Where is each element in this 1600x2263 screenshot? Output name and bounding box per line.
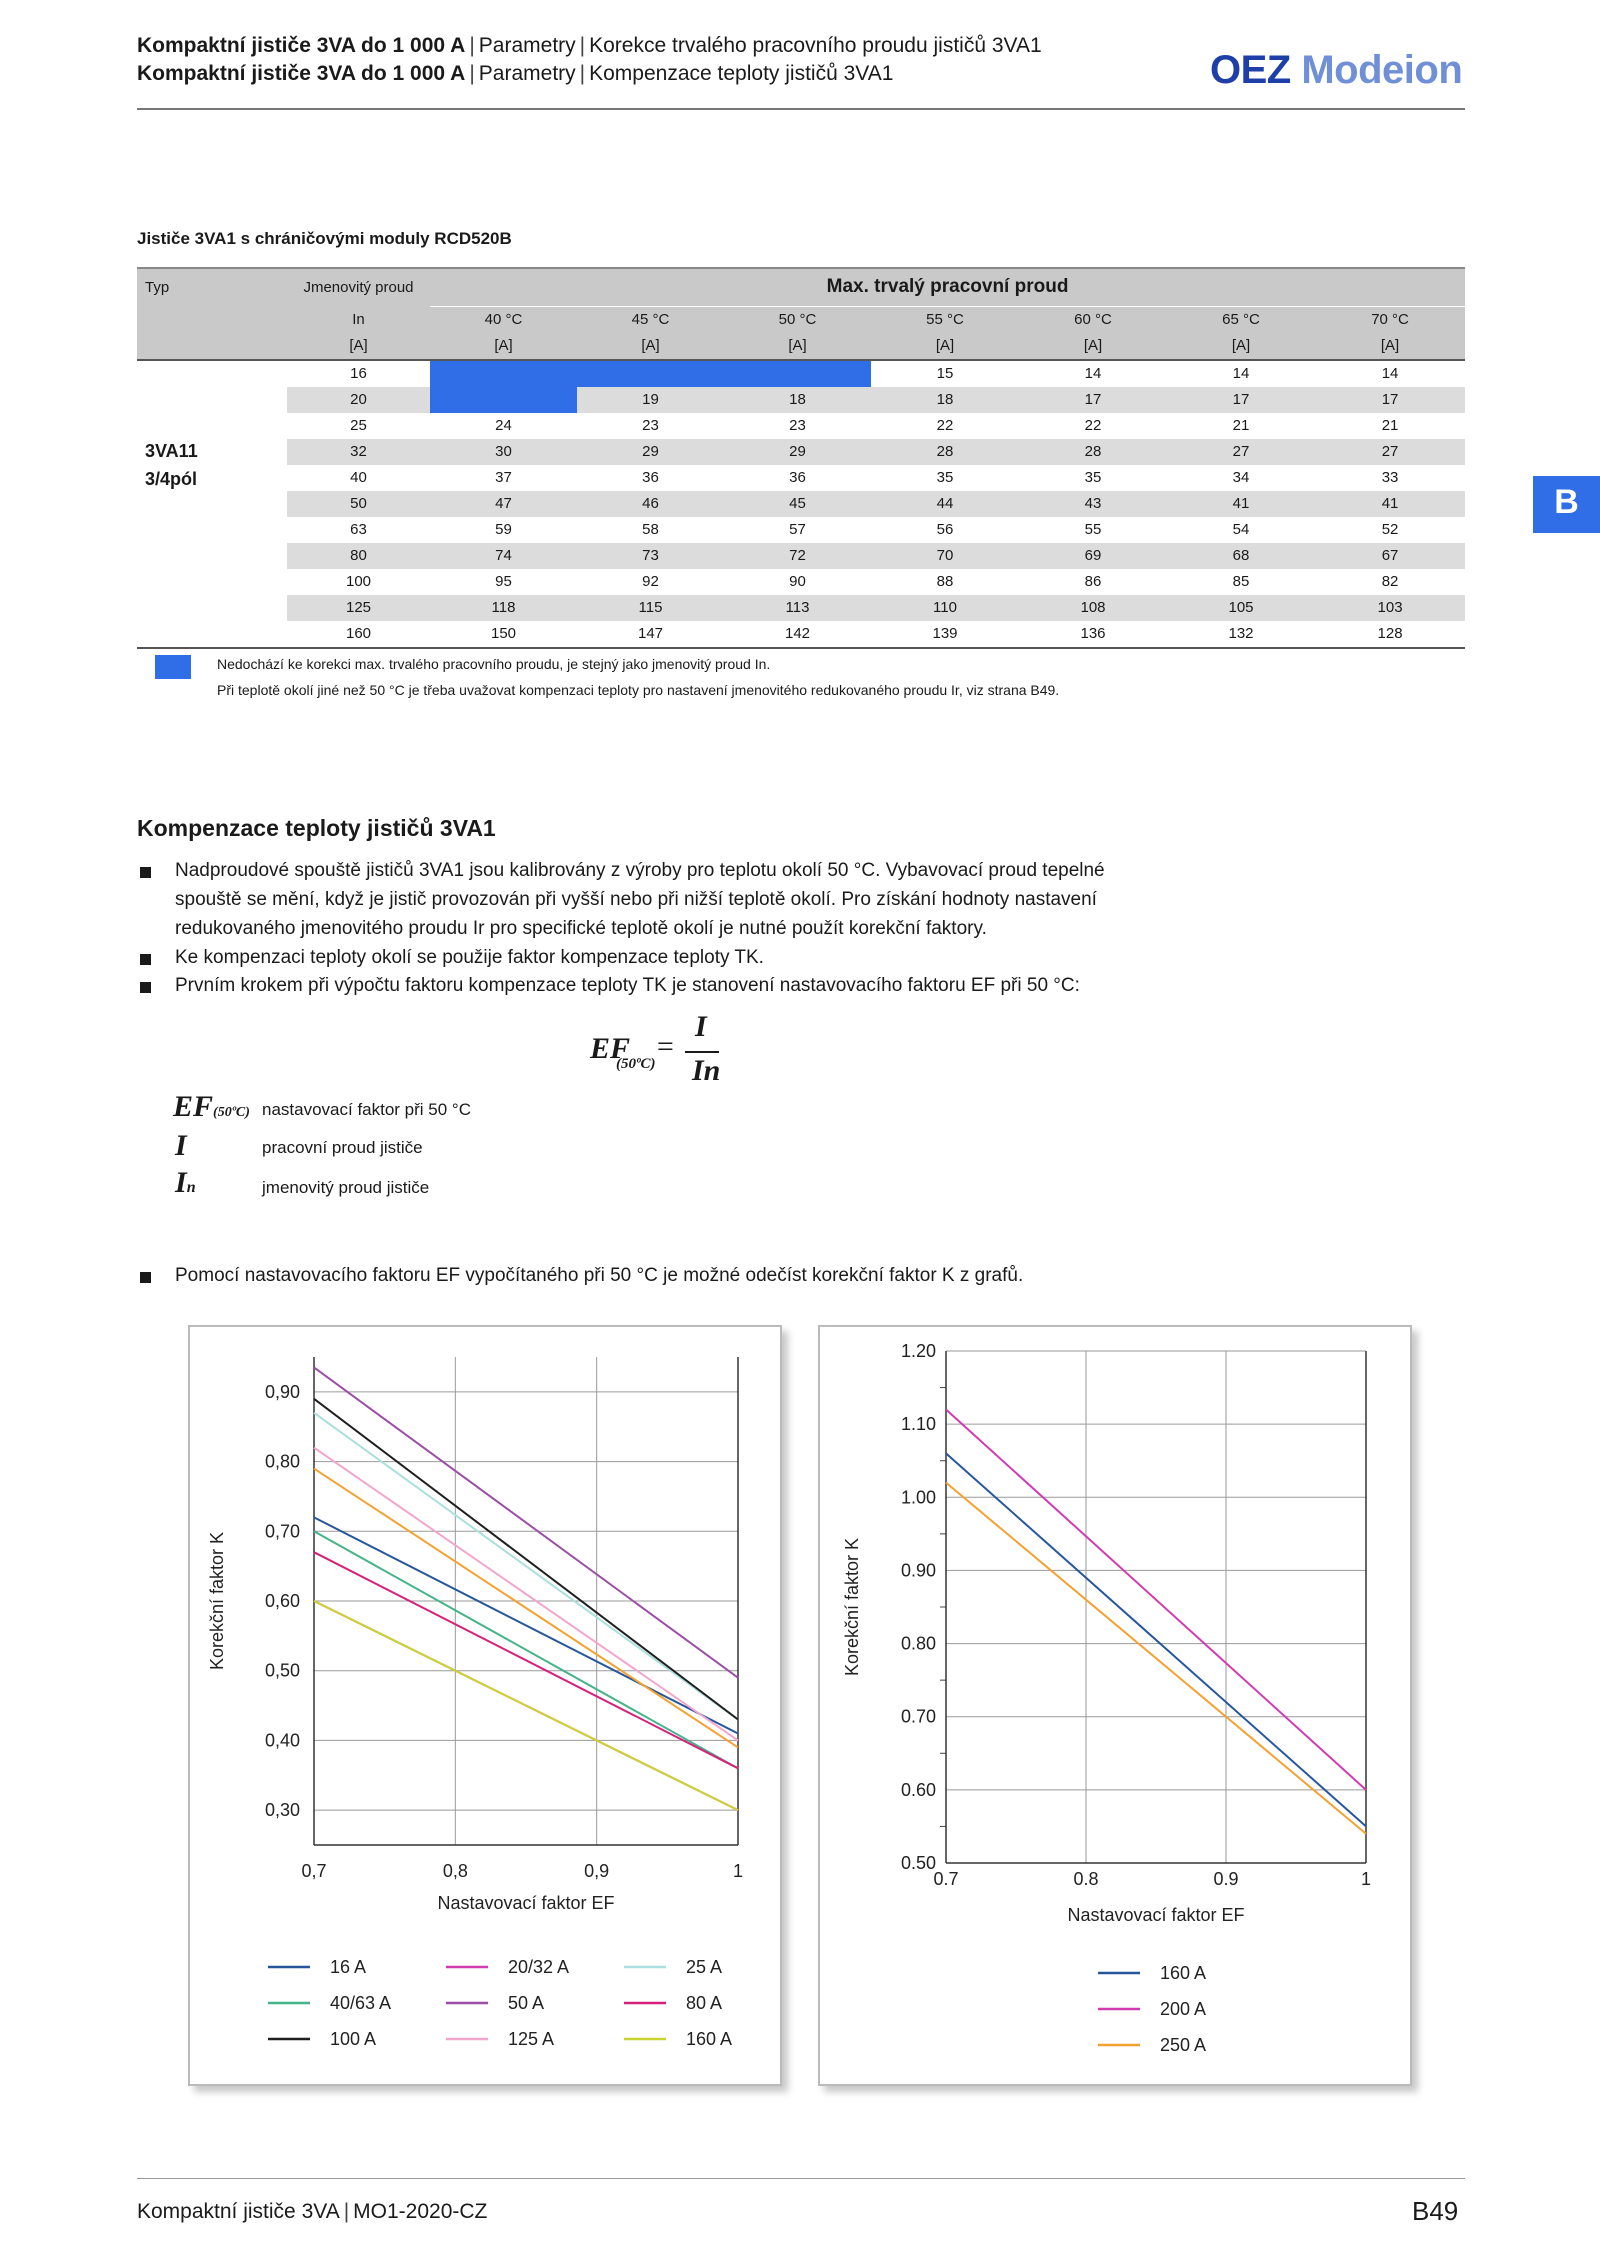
legend-label: 160 A bbox=[686, 2029, 733, 2049]
chart-box-2 bbox=[818, 1325, 1412, 2086]
cell-value: 41 bbox=[1315, 491, 1465, 517]
section-title: Kompenzace teploty jističů 3VA1 bbox=[137, 815, 496, 841]
bullet-icon bbox=[140, 867, 151, 878]
header-unit: [A] bbox=[1315, 333, 1465, 360]
header-temp: 55 °C bbox=[871, 306, 1019, 333]
paragraph-ef: Prvním krokem při výpočtu faktoru kompenzace teploty TK je stanovení nastavovacího faktoru EF při 50 °C: bbox=[175, 975, 1080, 996]
cell-value: 27 bbox=[1315, 439, 1465, 465]
correction-chart-2 bbox=[820, 1327, 1410, 2084]
table-row bbox=[137, 569, 1465, 595]
footer-divider bbox=[137, 2178, 1465, 2179]
cell-value: 92 bbox=[642, 573, 659, 590]
header-temp: 50 °C bbox=[724, 306, 871, 333]
text-line: spouště se mění, když je jistič provozován při vyšší nebo při nižší teplotě okolí. Pro získání hodnoty nastavení bbox=[175, 889, 1097, 910]
header-temp: 40 °C bbox=[430, 306, 577, 333]
table-row bbox=[137, 621, 1465, 648]
type-poles: 3/4pól bbox=[145, 469, 198, 489]
legend-label: 20/32 A bbox=[508, 1957, 570, 1977]
cell-rated-current: 32 bbox=[287, 439, 430, 465]
header-unit: [A] bbox=[287, 333, 430, 360]
cell-value: 136 bbox=[1019, 621, 1167, 648]
cell-value: 52 bbox=[1381, 521, 1399, 538]
x-tick-label: 0,7 bbox=[301, 1861, 327, 1881]
def-text-in: jmenovitý proud jističe bbox=[262, 1178, 430, 1197]
y-tick-label: 1.00 bbox=[900, 1487, 936, 1508]
cell-value: 22 bbox=[1084, 417, 1102, 434]
y-tick-label: 0,70 bbox=[264, 1521, 300, 1542]
formula-num: I bbox=[695, 1010, 707, 1043]
cell-value: 70 bbox=[871, 543, 1019, 569]
x-tick-label: 0.9 bbox=[1213, 1869, 1239, 1889]
y-axis-title: Korekční faktor K bbox=[207, 1531, 227, 1671]
header-unit: [A] bbox=[871, 333, 1019, 360]
footer-left: Kompaktní jističe 3VA | MO1-2020-CZ bbox=[137, 2200, 488, 2223]
header-line-2: Kompaktní jističe 3VA do 1 000 A | Parametry | Kompenzace teploty jističů 3VA1 bbox=[137, 62, 894, 85]
cell-value: 22 bbox=[936, 417, 954, 434]
cell-value: 139 bbox=[871, 621, 1019, 648]
cell-value: 18 bbox=[871, 387, 1019, 413]
table-title: Jističe 3VA1 s chráničovými moduly RCD520B bbox=[137, 229, 512, 248]
y-tick-label: 0,50 bbox=[264, 1660, 300, 1681]
y-tick-label: 1.20 bbox=[900, 1341, 936, 1361]
table-row bbox=[137, 517, 1465, 543]
cell-value: 113 bbox=[724, 595, 871, 621]
cell-rated-current: 80 bbox=[287, 543, 430, 569]
cell-value: 69 bbox=[1019, 543, 1167, 569]
header-temp: 70 °C bbox=[1315, 306, 1465, 333]
x-tick-label: 0,9 bbox=[584, 1861, 610, 1881]
header-temp: 45 °C bbox=[577, 306, 724, 333]
y-tick-label: 0,60 bbox=[264, 1591, 300, 1611]
current-table bbox=[137, 267, 1465, 649]
x-axis-title: Nastavovací faktor EF bbox=[437, 1893, 615, 1913]
legend-label: 16 A bbox=[330, 1957, 367, 1977]
cell-rated-current: 100 bbox=[345, 573, 372, 590]
cell-rated-current: 25 bbox=[350, 417, 367, 434]
header-topic: Kompenzace teploty jističů 3VA1 bbox=[589, 62, 894, 85]
header-unit: [A] bbox=[724, 333, 871, 360]
text-line: redukovaného jmenovitého proudu Ir pro specifické teplotě okolí je nutné použít korekční faktory. bbox=[175, 918, 987, 939]
cell-value: 33 bbox=[1381, 469, 1399, 486]
header-unit: [A] bbox=[1019, 333, 1167, 360]
page-number: B49 bbox=[1412, 2196, 1459, 2226]
cell-value: 68 bbox=[1167, 543, 1315, 569]
cell-value: 110 bbox=[871, 595, 1019, 621]
table-row bbox=[137, 439, 1465, 465]
correction-chart-1 bbox=[190, 1327, 780, 2084]
cell-value: 90 bbox=[789, 573, 806, 590]
header-product: Kompaktní jističe 3VA do 1 000 A bbox=[137, 62, 466, 85]
bullet-icon bbox=[140, 982, 151, 993]
table-row bbox=[137, 465, 1465, 491]
cell-value: 47 bbox=[430, 491, 577, 517]
note-no-correction: Nedochází ke korekci max. trvalého pracovního proudu, je stejný jako jmenovitý proud In. bbox=[217, 656, 771, 672]
table-row bbox=[137, 543, 1465, 569]
bullet-icon bbox=[140, 954, 151, 965]
cell-value: 85 bbox=[1232, 573, 1250, 590]
header-rated-current: Jmenovitý proud bbox=[287, 268, 430, 306]
cell-value: 103 bbox=[1315, 595, 1465, 621]
y-tick-label: 0,40 bbox=[264, 1730, 300, 1751]
y-tick-label: 0.70 bbox=[900, 1706, 936, 1727]
cell-rated-current: 50 bbox=[287, 491, 430, 517]
header-unit: [A] bbox=[577, 333, 724, 360]
formula-eq: = bbox=[655, 1030, 676, 1063]
header-typ: Typ bbox=[137, 268, 287, 306]
cell-value bbox=[430, 360, 577, 387]
cell-value: 142 bbox=[724, 621, 871, 648]
cell-value: 36 bbox=[642, 469, 659, 486]
paragraph-graph: Pomocí nastavovacího faktoru EF vypočítaného při 50 °C je možné odečíst korekční faktor K z grafů. bbox=[175, 1265, 1024, 1286]
def-text-i: pracovní proud jističe bbox=[262, 1138, 423, 1157]
cell-value: 115 bbox=[577, 595, 724, 621]
header-product: Kompaktní jističe 3VA do 1 000 A bbox=[137, 34, 466, 57]
section-tab: B bbox=[1533, 476, 1600, 533]
text-line: Nadproudové spouště jističů 3VA1 jsou kalibrovány z výroby pro teplotu okolí 50 °C. Vybavovací proud tepelné bbox=[175, 860, 1105, 881]
cell-value: 128 bbox=[1315, 621, 1465, 648]
table-row bbox=[137, 491, 1465, 517]
y-tick-label: 0.60 bbox=[900, 1779, 936, 1800]
y-tick-label: 0.90 bbox=[900, 1560, 936, 1581]
cell-value: 14 bbox=[1232, 365, 1250, 382]
cell-value: 46 bbox=[577, 491, 724, 517]
formula-den: In bbox=[692, 1054, 721, 1087]
formula-sub: (50ºC) bbox=[616, 1056, 656, 1072]
cell-value: 17 bbox=[1315, 387, 1465, 413]
paragraph-tk: Ke kompenzaci teploty okolí se použije faktor kompenzace teploty TK. bbox=[175, 947, 764, 968]
cell-value: 23 bbox=[789, 417, 806, 434]
cell-value: 132 bbox=[1167, 621, 1315, 648]
cell-value: 86 bbox=[1084, 573, 1102, 590]
x-tick-label: 1 bbox=[1360, 1869, 1372, 1889]
cell-value: 73 bbox=[577, 543, 724, 569]
chart-box-1 bbox=[188, 1325, 782, 2086]
def-text-ef: nastavovací faktor při 50 °C bbox=[262, 1100, 472, 1119]
cell-value: 43 bbox=[1019, 491, 1167, 517]
cell-value: 41 bbox=[1167, 491, 1315, 517]
cell-value: 29 bbox=[577, 439, 724, 465]
cell-value: 45 bbox=[724, 491, 871, 517]
y-tick-label: 1.10 bbox=[900, 1414, 936, 1435]
fraction-bar bbox=[685, 1051, 719, 1053]
cell-value: 44 bbox=[871, 491, 1019, 517]
cell-value: 36 bbox=[789, 469, 806, 486]
y-tick-label: 0,90 bbox=[264, 1381, 300, 1402]
legend-label: 40/63 A bbox=[330, 1993, 392, 2013]
legend-label: 125 A bbox=[508, 2029, 555, 2049]
cell-value: 57 bbox=[789, 521, 806, 538]
cell-value: 21 bbox=[1232, 417, 1250, 434]
cell-value: 35 bbox=[1084, 469, 1102, 486]
cell-value: 14 bbox=[1084, 365, 1102, 382]
cell-rated-current: 40 bbox=[350, 469, 367, 486]
logo-modeion: Modeion bbox=[1301, 48, 1463, 92]
cell-value: 59 bbox=[495, 521, 512, 538]
footer-catalog: MO1-2020-CZ bbox=[353, 2200, 488, 2223]
cell-value bbox=[577, 360, 724, 387]
y-tick-label: 0.50 bbox=[900, 1853, 936, 1873]
type-label bbox=[145, 437, 198, 493]
cell-value: 34 bbox=[1232, 469, 1250, 486]
table-row bbox=[137, 595, 1465, 621]
cell-value: 72 bbox=[724, 543, 871, 569]
plot-area bbox=[946, 1351, 1366, 1863]
cell-value: 15 bbox=[936, 365, 954, 382]
x-tick-label: 0.7 bbox=[933, 1869, 959, 1889]
legend-label: 80 A bbox=[686, 1993, 723, 2013]
cell-value: 21 bbox=[1381, 417, 1399, 434]
header-topic: Korekce trvalého pracovního proudu jističů 3VA1 bbox=[589, 34, 1042, 57]
legend-label: 100 A bbox=[330, 2029, 377, 2049]
brand-logo bbox=[1210, 48, 1462, 93]
y-tick-label: 0,30 bbox=[264, 1800, 300, 1821]
def-symbol-in: In bbox=[175, 1166, 196, 1199]
table-row bbox=[137, 360, 1465, 387]
y-tick-label: 0.80 bbox=[900, 1633, 936, 1654]
bullet-icon bbox=[140, 1272, 151, 1283]
header-in-symbol: In bbox=[287, 306, 430, 333]
legend-label: 25 A bbox=[686, 1957, 723, 1977]
cell-value: 55 bbox=[1084, 521, 1102, 538]
header-temp: 60 °C bbox=[1019, 306, 1167, 333]
x-tick-label: 0,8 bbox=[442, 1861, 468, 1881]
paragraph-calibration bbox=[175, 856, 1105, 943]
header-unit: [A] bbox=[1167, 333, 1315, 360]
cell-value: 67 bbox=[1315, 543, 1465, 569]
cell-value: 54 bbox=[1232, 521, 1250, 538]
cell-value: 23 bbox=[642, 417, 659, 434]
header-line-1: Kompaktní jističe 3VA do 1 000 A | Parametry | Korekce trvalého pracovního proudu jističů 3VA1 bbox=[137, 34, 1042, 57]
cell-rated-current: 125 bbox=[287, 595, 430, 621]
cell-value bbox=[724, 360, 871, 387]
header-divider bbox=[137, 108, 1465, 110]
def-symbol-i: I bbox=[175, 1129, 187, 1162]
cell-value: 108 bbox=[1019, 595, 1167, 621]
legend-blue-swatch bbox=[155, 655, 191, 679]
cell-value: 58 bbox=[642, 521, 659, 538]
table-row bbox=[137, 413, 1465, 439]
header-unit: [A] bbox=[430, 333, 577, 360]
note-temperature: Při teplotě okolí jiné než 50 °C je třeba uvažovat kompenzaci teploty pro nastavení jmenovitého redukovaného proudu Ir, viz strana B49. bbox=[217, 682, 1060, 698]
cell-rated-current: 20 bbox=[287, 387, 430, 413]
cell-value: 17 bbox=[1019, 387, 1167, 413]
cell-value: 118 bbox=[430, 595, 577, 621]
cell-value: 27 bbox=[1167, 439, 1315, 465]
cell-value: 105 bbox=[1167, 595, 1315, 621]
cell-rated-current: 160 bbox=[287, 621, 430, 648]
header-temp: 65 °C bbox=[1167, 306, 1315, 333]
header-section: Parametry bbox=[478, 62, 576, 85]
cell-value: 28 bbox=[1019, 439, 1167, 465]
cell-value: 24 bbox=[495, 417, 512, 434]
formula-ef: EF bbox=[590, 1032, 631, 1065]
table-row bbox=[137, 387, 1465, 413]
cell-value: 74 bbox=[430, 543, 577, 569]
cell-value: 28 bbox=[871, 439, 1019, 465]
cell-value: 56 bbox=[936, 521, 954, 538]
cell-value: 14 bbox=[1381, 365, 1399, 382]
cell-value: 95 bbox=[495, 573, 512, 590]
legend-label: 250 A bbox=[1160, 2035, 1207, 2055]
cell-value: 30 bbox=[430, 439, 577, 465]
y-tick-label: 0,80 bbox=[264, 1451, 300, 1472]
header-max-current: Max. trvalý pracovní proud bbox=[430, 268, 1465, 306]
type-name: 3VA11 bbox=[145, 441, 198, 461]
x-tick-label: 0.8 bbox=[1073, 1869, 1099, 1889]
cell-value: 35 bbox=[936, 469, 954, 486]
cell-value: 29 bbox=[724, 439, 871, 465]
logo-oez: OEZ bbox=[1210, 48, 1291, 92]
cell-value: 82 bbox=[1381, 573, 1399, 590]
cell-rated-current: 16 bbox=[350, 365, 367, 382]
y-axis-title: Korekční faktor K bbox=[842, 1537, 862, 1677]
cell-value bbox=[430, 387, 577, 413]
cell-value: 18 bbox=[724, 387, 871, 413]
x-axis-title: Nastavovací faktor EF bbox=[1067, 1905, 1245, 1925]
cell-value: 17 bbox=[1167, 387, 1315, 413]
legend-label: 50 A bbox=[508, 1993, 545, 2013]
cell-value: 37 bbox=[495, 469, 512, 486]
legend-label: 160 A bbox=[1160, 1963, 1207, 1983]
cell-value: 88 bbox=[936, 573, 954, 590]
legend-label: 200 A bbox=[1160, 1999, 1207, 2019]
cell-value: 19 bbox=[577, 387, 724, 413]
x-tick-label: 1 bbox=[732, 1861, 744, 1881]
def-symbol-ef: EF(50ºC) bbox=[173, 1090, 250, 1123]
header-section: Parametry bbox=[478, 34, 576, 57]
cell-value: 147 bbox=[577, 621, 724, 648]
formula bbox=[590, 1010, 740, 1098]
cell-rated-current: 63 bbox=[350, 521, 367, 538]
cell-value: 150 bbox=[430, 621, 577, 648]
footer-product: Kompaktní jističe 3VA bbox=[137, 2200, 340, 2223]
